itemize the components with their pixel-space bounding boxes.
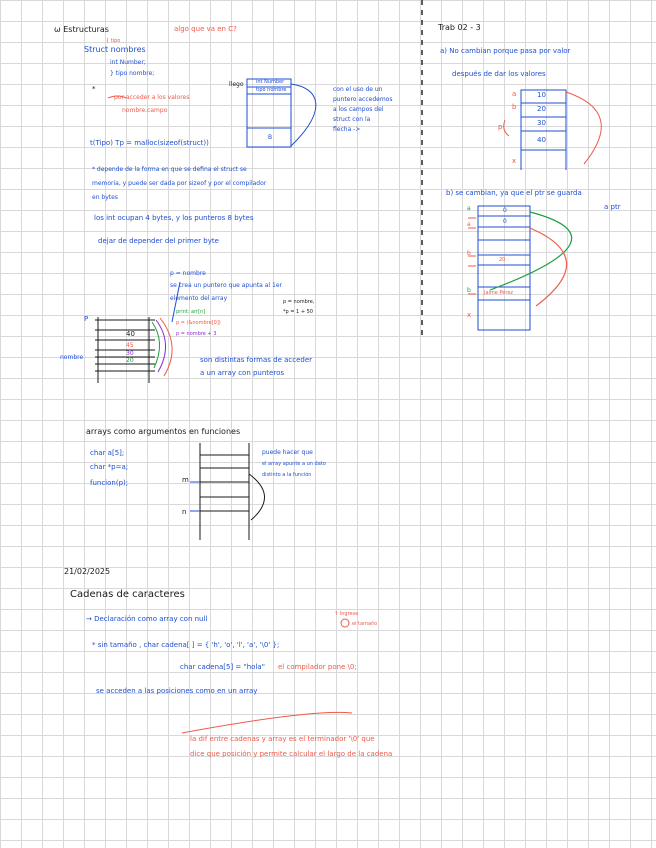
strings-title: Cadenas de caracteres <box>70 589 185 600</box>
right-line: después de dar los valores <box>452 70 546 78</box>
right-title: Trab 02 - 3 <box>438 23 481 32</box>
para-line: memoria, y puede ser dada por sizeof y por el compilador <box>92 180 267 187</box>
func-note: puede hacer que <box>262 449 313 456</box>
array-cell: 30 <box>126 350 134 357</box>
strings-red: el compilador pone \0; <box>278 663 357 671</box>
func-title: arrays como argumentos en funciones <box>86 427 241 436</box>
right-line: a ptr <box>604 203 621 211</box>
cell-b: 0 <box>503 207 507 214</box>
section-title: ω Estructuras <box>54 25 109 34</box>
strings-red: ↑ Ingrese <box>334 611 359 617</box>
cell-a: 20 <box>537 105 546 113</box>
cell-label: x <box>512 157 517 165</box>
cell-a: 10 <box>537 91 546 99</box>
cell-label: p <box>498 123 503 131</box>
array-cell: 20 <box>126 357 134 364</box>
mem-label: llego <box>229 81 244 88</box>
cell-b: Jaime Pérez <box>484 290 514 296</box>
func-note: distinto a la función <box>262 472 312 478</box>
cell-label: b <box>467 250 471 257</box>
strings-red: el tamaño <box>352 621 378 627</box>
para-line: los int ocupan 4 bytes, y los punteros 8 bytes <box>94 214 254 222</box>
func-label: n <box>182 508 187 516</box>
mem-note: flecha -> <box>333 126 361 133</box>
arrow-line: nombre.campo <box>122 107 168 114</box>
func-line: char *p=a; <box>90 463 129 471</box>
mem-note: struct con la <box>333 116 371 123</box>
cell-label: b <box>512 103 517 111</box>
array-colored: p = (&nombre[0]) <box>176 320 221 326</box>
mem-cell: int Number <box>256 79 285 85</box>
func-note: el array apunte a un dato <box>262 461 326 467</box>
array-note: elemento del array <box>170 295 228 302</box>
right-line: b) se cambian, ya que el ptr se guarda <box>446 189 582 197</box>
array-colored: print: arr[n] <box>176 309 206 315</box>
strings-line: char cadena[5] = "hola" <box>180 663 265 671</box>
cell-label: b <box>467 287 471 294</box>
cell-label: a <box>467 205 471 212</box>
func-line: char a[5]; <box>90 449 125 457</box>
strings-red-para: la dif entre cadenas y array es el terminador '\0' que <box>190 735 375 743</box>
mem-note: a los campos del <box>333 106 384 113</box>
array-small: *p = 1 + 50 <box>283 309 313 315</box>
strings-line: se acceden a las posiciones como en un array <box>96 687 258 695</box>
cell-label: a <box>467 221 471 228</box>
mem-cell: tipo nombre <box>256 87 287 93</box>
p-label: P <box>84 315 89 323</box>
para-line: dejar de depender del primer byte <box>98 237 219 245</box>
strings-line: * sin tamaño , char cadena[ ] = { 'h', 'o', 'l', 'a', '\0' }; <box>92 641 280 649</box>
array-caption: a un array con punteros <box>200 369 285 377</box>
cell-b: 0 <box>503 218 507 225</box>
array-note: se crea un puntero que apunta al 1er <box>170 282 282 289</box>
cell-label: x <box>467 311 472 319</box>
date: 21/02/2025 <box>64 567 111 576</box>
cell-label: a <box>512 90 517 98</box>
array-small: p = nombre, <box>283 299 315 305</box>
cell-a: 40 <box>537 136 546 144</box>
mem-cell: B <box>268 134 273 141</box>
strings-red-para: dice que posición y permite calcular el largo de la cadena <box>190 750 393 758</box>
arrow-line: por acceder a los valores <box>114 94 190 101</box>
mem-note: puntero accedemos <box>333 96 393 103</box>
red-note: algo que va en C? <box>174 25 237 33</box>
strings-line: → Declaración como array con null <box>86 615 208 623</box>
struct-field: } tipo nombre; <box>110 70 155 77</box>
array-colored: p = nombre + 3 <box>176 331 217 337</box>
struct-field: int Number; <box>110 59 146 66</box>
mem-note: con el uso de un <box>333 86 383 93</box>
malloc-line: t(Tipo) Tp = malloc(sizeof(struct)) <box>90 139 209 147</box>
cell-b: 20 <box>499 257 506 263</box>
right-line: a) No cambian porque pasa por valor <box>440 47 571 55</box>
array-cell: 40 <box>126 330 135 338</box>
array-cell: 45 <box>126 342 134 349</box>
struct-line: Struct nombres <box>84 45 146 54</box>
para-line: * depende de la forma en que se defina el struct se <box>92 166 247 173</box>
cell-a: 30 <box>537 119 546 127</box>
func-line: funcion(p); <box>90 479 129 487</box>
array-caption: son distintas formas de acceder <box>200 356 313 364</box>
struct-small: { tipo <box>106 38 121 44</box>
func-label: m <box>182 476 189 484</box>
array-note: p = nombre <box>170 270 206 277</box>
nombre-label: nombre <box>60 354 84 361</box>
para-line: en bytes <box>92 194 118 201</box>
